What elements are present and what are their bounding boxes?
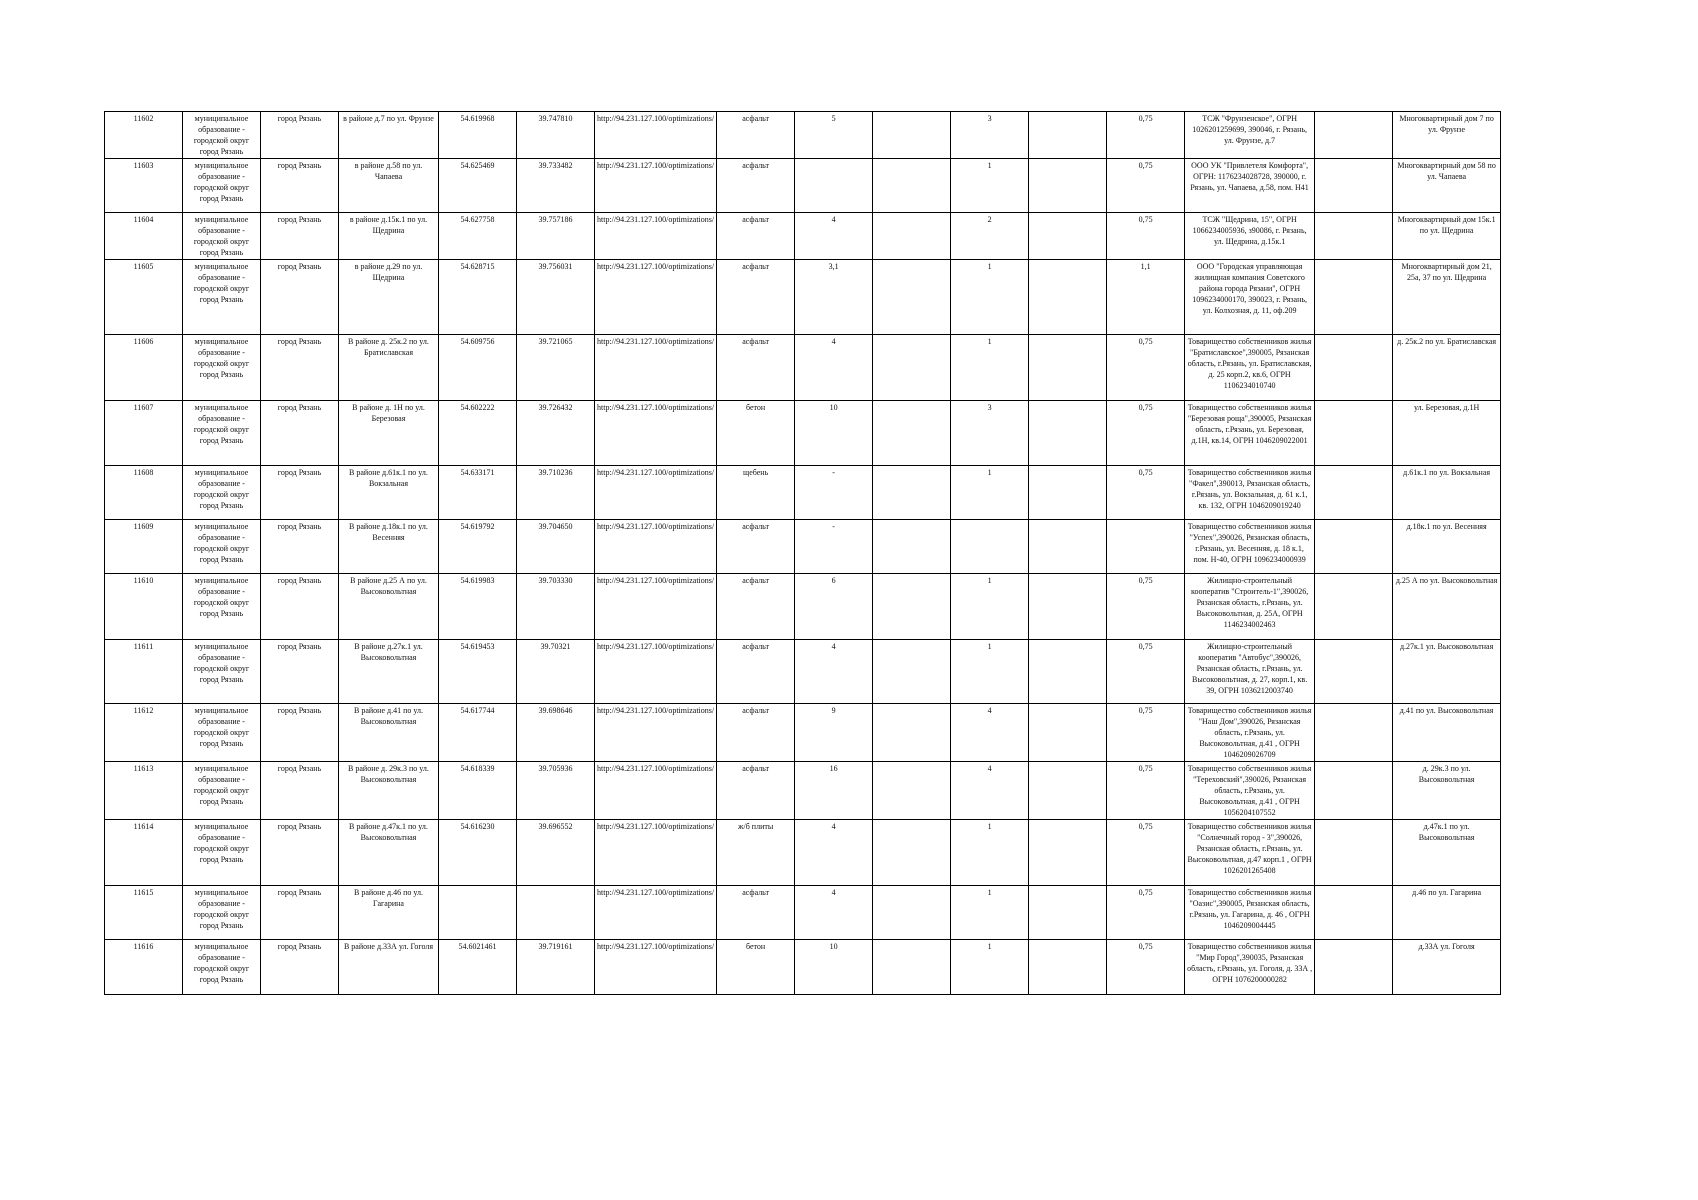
table-row [105, 335, 1501, 401]
volume-cell [1107, 520, 1185, 574]
volume-cell: 0,75 [1107, 466, 1185, 520]
volume-cell: 0,75 [1107, 159, 1185, 213]
longitude-cell: 39.747810 [517, 112, 595, 159]
empty-cell [1029, 704, 1107, 762]
longitude-cell: 39.721065 [517, 335, 595, 401]
record-id-cell: 11608 [105, 466, 183, 520]
waste-source-cell: Многоквартирный дом 21, 25а, 37 по ул. Щедрина [1393, 260, 1501, 335]
longitude-cell: 39.70321 [517, 640, 595, 704]
latitude-cell: 54.617744 [439, 704, 517, 762]
longitude-cell: 39.704650 [517, 520, 595, 574]
surface-cell: щебень [717, 466, 795, 520]
city-cell: город Рязань [261, 640, 339, 704]
url-cell: http://94.231.127.100/optimizations/ [595, 640, 717, 704]
empty-cell [873, 335, 951, 401]
table-row [105, 940, 1501, 995]
register-table [104, 111, 1501, 995]
owner-organization-cell: Товарищество собственников жилья "Солнечный город - 3",390026, Рязанская область, г.Рязань, ул. Высоковольтная, д.47 корп.1 , ОГРН 1026201265408 [1185, 820, 1315, 886]
empty-cell [1029, 466, 1107, 520]
url-cell: http://94.231.127.100/optimizations/ [595, 520, 717, 574]
longitude-cell: 39.756031 [517, 260, 595, 335]
longitude-cell: 39.719161 [517, 940, 595, 995]
empty-cell [1315, 574, 1393, 640]
empty-cell [1315, 213, 1393, 260]
city-cell: город Рязань [261, 466, 339, 520]
record-id-cell: 11611 [105, 640, 183, 704]
url-cell: http://94.231.127.100/optimizations/ [595, 335, 717, 401]
longitude-cell: 39.696552 [517, 820, 595, 886]
table-row [105, 762, 1501, 820]
city-cell: город Рязань [261, 213, 339, 260]
latitude-cell [439, 886, 517, 940]
volume-cell: 0,75 [1107, 762, 1185, 820]
table-row [105, 159, 1501, 213]
container-count-cell: 1 [951, 886, 1029, 940]
volume-cell: 0,75 [1107, 401, 1185, 466]
location-cell: в районе д.29 по ул. Щедрина [339, 260, 439, 335]
empty-cell [1029, 640, 1107, 704]
empty-cell [1315, 159, 1393, 213]
volume-cell: 0,75 [1107, 335, 1185, 401]
area-cell: 6 [795, 574, 873, 640]
municipality-cell: муниципальное образование - городской округ город Рязань [183, 940, 261, 995]
latitude-cell: 54.602222 [439, 401, 517, 466]
waste-source-cell: д.33А ул. Гоголя [1393, 940, 1501, 995]
empty-cell [1029, 112, 1107, 159]
table-row [105, 704, 1501, 762]
table-row [105, 401, 1501, 466]
empty-cell [873, 704, 951, 762]
record-id-cell: 11614 [105, 820, 183, 886]
municipality-cell: муниципальное образование - городской округ город Рязань [183, 335, 261, 401]
owner-organization-cell: Товарищество собственников жилья "Братиславское",390005, Рязанская область, г.Рязань, ул. Братиславская, д. 25 корп.2, кв.6, ОГРН 1106234010740 [1185, 335, 1315, 401]
city-cell: город Рязань [261, 762, 339, 820]
container-count-cell: 4 [951, 704, 1029, 762]
container-count-cell: 3 [951, 401, 1029, 466]
municipality-cell: муниципальное образование - городской округ город Рязань [183, 260, 261, 335]
volume-cell: 1,1 [1107, 260, 1185, 335]
empty-cell [873, 213, 951, 260]
table-row [105, 213, 1501, 260]
owner-organization-cell: Товарищество собственников жилья "Березовая роща",390005, Рязанская область, г.Рязань, ул. Березовая, д.1Н, кв.14, ОГРН 1046209022001 [1185, 401, 1315, 466]
surface-cell: асфальт [717, 704, 795, 762]
municipality-cell: муниципальное образование - городской округ город Рязань [183, 820, 261, 886]
owner-organization-cell: Жилищно-строительный кооператив "Строитель-1",390026, Рязанская область, г.Рязань, ул. Высоковольтная, д. 25А, ОГРН 1146234002463 [1185, 574, 1315, 640]
owner-organization-cell: Товарищество собственников жилья "Наш Дом",390026, Рязанская область, г.Рязань, ул. Высоковольтная, д.41 , ОГРН 1046209026709 [1185, 704, 1315, 762]
municipality-cell: муниципальное образование - городской округ город Рязань [183, 159, 261, 213]
volume-cell: 0,75 [1107, 574, 1185, 640]
empty-cell [1315, 704, 1393, 762]
city-cell: город Рязань [261, 940, 339, 995]
url-cell: http://94.231.127.100/optimizations/ [595, 159, 717, 213]
empty-cell [1029, 260, 1107, 335]
empty-cell [1315, 260, 1393, 335]
container-count-cell: 4 [951, 762, 1029, 820]
record-id-cell: 11613 [105, 762, 183, 820]
waste-source-cell: Многоквартирный дом 58 по ул. Чапаева [1393, 159, 1501, 213]
waste-source-cell: д.46 по ул. Гагарина [1393, 886, 1501, 940]
area-cell: 3,1 [795, 260, 873, 335]
city-cell: город Рязань [261, 112, 339, 159]
municipality-cell: муниципальное образование - городской округ город Рязань [183, 886, 261, 940]
waste-source-cell: д.18к.1 по ул. Весенняя [1393, 520, 1501, 574]
owner-organization-cell: Товарищество собственников жилья "Мир Город",390035, Рязанская область, г.Рязань, ул. Гоголя, д. 33А , ОГРН 1076200000282 [1185, 940, 1315, 995]
empty-cell [873, 466, 951, 520]
record-id-cell: 11606 [105, 335, 183, 401]
longitude-cell: 39.698646 [517, 704, 595, 762]
surface-cell: асфальт [717, 112, 795, 159]
latitude-cell: 54.633171 [439, 466, 517, 520]
empty-cell [1315, 940, 1393, 995]
empty-cell [1029, 335, 1107, 401]
container-count-cell: 2 [951, 213, 1029, 260]
empty-cell [1315, 112, 1393, 159]
city-cell: город Рязань [261, 886, 339, 940]
waste-source-cell: д.47к.1 по ул. Высоковольтная [1393, 820, 1501, 886]
empty-cell [1029, 762, 1107, 820]
record-id-cell: 11602 [105, 112, 183, 159]
container-count-cell: 1 [951, 940, 1029, 995]
empty-cell [1029, 886, 1107, 940]
waste-source-cell: д. 25к.2 по ул. Братиславская [1393, 335, 1501, 401]
container-count-cell: 1 [951, 335, 1029, 401]
surface-cell: ж/б плиты [717, 820, 795, 886]
record-id-cell: 11616 [105, 940, 183, 995]
empty-cell [1315, 466, 1393, 520]
url-cell: http://94.231.127.100/optimizations/ [595, 466, 717, 520]
latitude-cell: 54.609756 [439, 335, 517, 401]
surface-cell: бетон [717, 401, 795, 466]
empty-cell [1315, 640, 1393, 704]
latitude-cell: 54.619792 [439, 520, 517, 574]
longitude-cell: 39.705936 [517, 762, 595, 820]
empty-cell [873, 940, 951, 995]
volume-cell: 0,75 [1107, 213, 1185, 260]
volume-cell: 0,75 [1107, 886, 1185, 940]
url-cell: http://94.231.127.100/optimizations/ [595, 213, 717, 260]
waste-source-cell: Многоквартирный дом 7 по ул. Фрунзе [1393, 112, 1501, 159]
location-cell: В районе д.33А ул. Гоголя [339, 940, 439, 995]
surface-cell: асфальт [717, 213, 795, 260]
volume-cell: 0,75 [1107, 112, 1185, 159]
url-cell: http://94.231.127.100/optimizations/ [595, 260, 717, 335]
waste-source-cell: д.25 А по ул. Высоковольтная [1393, 574, 1501, 640]
surface-cell: асфальт [717, 335, 795, 401]
city-cell: город Рязань [261, 574, 339, 640]
latitude-cell: 54.618339 [439, 762, 517, 820]
municipality-cell: муниципальное образование - городской округ город Рязань [183, 466, 261, 520]
table-row [105, 820, 1501, 886]
municipality-cell: муниципальное образование - городской округ город Рязань [183, 640, 261, 704]
url-cell: http://94.231.127.100/optimizations/ [595, 401, 717, 466]
area-cell: 4 [795, 640, 873, 704]
area-cell: 5 [795, 112, 873, 159]
empty-cell [1315, 520, 1393, 574]
empty-cell [1029, 213, 1107, 260]
surface-cell: асфальт [717, 159, 795, 213]
empty-cell [873, 820, 951, 886]
location-cell: В районе д.61к.1 по ул. Вокзальная [339, 466, 439, 520]
record-id-cell: 11610 [105, 574, 183, 640]
empty-cell [873, 886, 951, 940]
area-cell: - [795, 466, 873, 520]
url-cell: http://94.231.127.100/optimizations/ [595, 886, 717, 940]
empty-cell [1029, 940, 1107, 995]
empty-cell [1029, 401, 1107, 466]
latitude-cell: 54.616230 [439, 820, 517, 886]
container-count-cell: 1 [951, 260, 1029, 335]
municipality-cell: муниципальное образование - городской округ город Рязань [183, 520, 261, 574]
container-count-cell: 1 [951, 820, 1029, 886]
container-count-cell: 1 [951, 159, 1029, 213]
owner-organization-cell: Товарищество собственников жилья "Оазис",390005, Рязанская область, г.Рязань, ул. Гагарина, д. 46 , ОГРН 1046209004445 [1185, 886, 1315, 940]
owner-organization-cell: Жилищно-строительный кооператив "Автобус",390026, Рязанская область, г.Рязань, ул. Высоковольтная, д. 27, корп.1, кв. 39, ОГРН 1036212003740 [1185, 640, 1315, 704]
owner-organization-cell: Товарищество собственников жилья "Тереховский",390026, Рязанская область, г.Рязань, ул. Высоковольтная, д.41 , ОГРН 1056204107552 [1185, 762, 1315, 820]
waste-source-cell: Многоквартирный дом 15к.1 по ул. Щедрина [1393, 213, 1501, 260]
table-row [105, 520, 1501, 574]
url-cell: http://94.231.127.100/optimizations/ [595, 820, 717, 886]
latitude-cell: 54.619968 [439, 112, 517, 159]
location-cell: В районе д.47к.1 по ул. Высоковольтная [339, 820, 439, 886]
surface-cell: бетон [717, 940, 795, 995]
record-id-cell: 11604 [105, 213, 183, 260]
empty-cell [1315, 886, 1393, 940]
record-id-cell: 11615 [105, 886, 183, 940]
location-cell: В районе д. 25к.2 по ул. Братиславская [339, 335, 439, 401]
city-cell: город Рязань [261, 159, 339, 213]
longitude-cell: 39.757186 [517, 213, 595, 260]
location-cell: В районе д. 1Н по ул. Березовая [339, 401, 439, 466]
surface-cell: асфальт [717, 520, 795, 574]
municipality-cell: муниципальное образование - городской округ город Рязань [183, 112, 261, 159]
empty-cell [873, 520, 951, 574]
longitude-cell: 39.733482 [517, 159, 595, 213]
area-cell: 10 [795, 940, 873, 995]
record-id-cell: 11609 [105, 520, 183, 574]
longitude-cell: 39.703330 [517, 574, 595, 640]
empty-cell [1315, 335, 1393, 401]
url-cell: http://94.231.127.100/optimizations/ [595, 112, 717, 159]
empty-cell [873, 401, 951, 466]
url-cell: http://94.231.127.100/optimizations/ [595, 762, 717, 820]
location-cell: В районе д.18к.1 по ул. Весенняя [339, 520, 439, 574]
surface-cell: асфальт [717, 886, 795, 940]
empty-cell [1315, 401, 1393, 466]
latitude-cell: 54.619983 [439, 574, 517, 640]
longitude-cell: 39.726432 [517, 401, 595, 466]
location-cell: В районе д.27к.1 ул. Высоковольтная [339, 640, 439, 704]
container-count-cell: 1 [951, 466, 1029, 520]
empty-cell [1029, 520, 1107, 574]
location-cell: В районе д.25 А по ул. Высоковольтная [339, 574, 439, 640]
city-cell: город Рязань [261, 401, 339, 466]
location-cell: в районе д.15к.1 по ул. Щедрина [339, 213, 439, 260]
empty-cell [1029, 820, 1107, 886]
city-cell: город Рязань [261, 520, 339, 574]
area-cell: 4 [795, 886, 873, 940]
volume-cell: 0,75 [1107, 820, 1185, 886]
area-cell: 9 [795, 704, 873, 762]
area-cell: 16 [795, 762, 873, 820]
url-cell: http://94.231.127.100/optimizations/ [595, 574, 717, 640]
owner-organization-cell: Товарищество собственников жилья "Факел",390013, Рязанская область, г.Рязань, ул. Вокзальная, д. 61 к.1, кв. 132, ОГРН 1046209019240 [1185, 466, 1315, 520]
waste-source-cell: д.61к.1 по ул. Вокзальная [1393, 466, 1501, 520]
volume-cell: 0,75 [1107, 704, 1185, 762]
surface-cell: асфальт [717, 640, 795, 704]
volume-cell: 0,75 [1107, 940, 1185, 995]
empty-cell [1315, 820, 1393, 886]
empty-cell [1315, 762, 1393, 820]
latitude-cell: 54.619453 [439, 640, 517, 704]
location-cell: в районе д.58 по ул. Чапаева [339, 159, 439, 213]
container-count-cell: 3 [951, 112, 1029, 159]
table-row [105, 886, 1501, 940]
empty-cell [873, 640, 951, 704]
longitude-cell [517, 886, 595, 940]
empty-cell [873, 574, 951, 640]
url-cell: http://94.231.127.100/optimizations/ [595, 704, 717, 762]
container-count-cell: 1 [951, 574, 1029, 640]
table-row [105, 640, 1501, 704]
empty-cell [873, 159, 951, 213]
waste-source-cell: д.27к.1 ул. Высоковольтная [1393, 640, 1501, 704]
owner-organization-cell: ООО "Городская управляющая жилищная компания Советского района города Рязани", ОГРН 1096234000170, 390023, г. Рязань, ул. Колхозная, д. 11, оф.209 [1185, 260, 1315, 335]
area-cell: 4 [795, 820, 873, 886]
city-cell: город Рязань [261, 260, 339, 335]
surface-cell: асфальт [717, 762, 795, 820]
latitude-cell: 54.625469 [439, 159, 517, 213]
latitude-cell: 54.628715 [439, 260, 517, 335]
table-row [105, 574, 1501, 640]
location-cell: В районе д. 29к.3 по ул. Высоковольтная [339, 762, 439, 820]
url-cell: http://94.231.127.100/optimizations/ [595, 940, 717, 995]
municipality-cell: муниципальное образование - городской округ город Рязань [183, 213, 261, 260]
owner-organization-cell: ТСЖ "Фрунзенское", ОГРН 1026201259699, 390046, г. Рязань, ул. Фрунзе, д.7 [1185, 112, 1315, 159]
container-count-cell [951, 520, 1029, 574]
record-id-cell: 11603 [105, 159, 183, 213]
empty-cell [873, 112, 951, 159]
table-row [105, 112, 1501, 159]
volume-cell: 0,75 [1107, 640, 1185, 704]
latitude-cell: 54.627758 [439, 213, 517, 260]
municipality-cell: муниципальное образование - городской округ город Рязань [183, 704, 261, 762]
municipality-cell: муниципальное образование - городской округ город Рязань [183, 574, 261, 640]
empty-cell [1029, 159, 1107, 213]
owner-organization-cell: ТСЖ "Щедрина, 15", ОГРН 1066234005936, з90086, г. Рязань, ул. Щедрина, д.15к.1 [1185, 213, 1315, 260]
latitude-cell: 54.6021461 [439, 940, 517, 995]
area-cell: 4 [795, 213, 873, 260]
waste-source-cell: д. 29к.3 по ул. Высоковольтная [1393, 762, 1501, 820]
location-cell: в районе д.7 по ул. Фрунзе [339, 112, 439, 159]
municipality-cell: муниципальное образование - городской округ город Рязань [183, 401, 261, 466]
city-cell: город Рязань [261, 335, 339, 401]
waste-source-cell: ул. Березовая, д.1Н [1393, 401, 1501, 466]
municipality-cell: муниципальное образование - городской округ город Рязань [183, 762, 261, 820]
city-cell: город Рязань [261, 704, 339, 762]
area-cell [795, 159, 873, 213]
waste-source-cell: д.41 по ул. Высоковольтная [1393, 704, 1501, 762]
record-id-cell: 11612 [105, 704, 183, 762]
table-row [105, 260, 1501, 335]
surface-cell: асфальт [717, 260, 795, 335]
location-cell: В районе д.46 по ул. Гагарина [339, 886, 439, 940]
record-id-cell: 11607 [105, 401, 183, 466]
register-table-body [105, 112, 1501, 995]
empty-cell [873, 762, 951, 820]
area-cell: 10 [795, 401, 873, 466]
surface-cell: асфальт [717, 574, 795, 640]
container-count-cell: 1 [951, 640, 1029, 704]
city-cell: город Рязань [261, 820, 339, 886]
area-cell: - [795, 520, 873, 574]
empty-cell [1029, 574, 1107, 640]
table-row [105, 466, 1501, 520]
longitude-cell: 39.710236 [517, 466, 595, 520]
owner-organization-cell: Товарищество собственников жилья "Успех",390026, Рязанская область, г.Рязань, ул. Весенняя, д. 18 к.1, пом. Н-40, ОГРН 1096234000939 [1185, 520, 1315, 574]
area-cell: 4 [795, 335, 873, 401]
empty-cell [873, 260, 951, 335]
record-id-cell: 11605 [105, 260, 183, 335]
owner-organization-cell: ООО УК "Привлетеля Комфорта", ОГРН: 1176234028728, 390000, г. Рязань, ул. Чапаева, д.58, пом. Н41 [1185, 159, 1315, 213]
location-cell: В районе д.41 по ул. Высоковольтная [339, 704, 439, 762]
